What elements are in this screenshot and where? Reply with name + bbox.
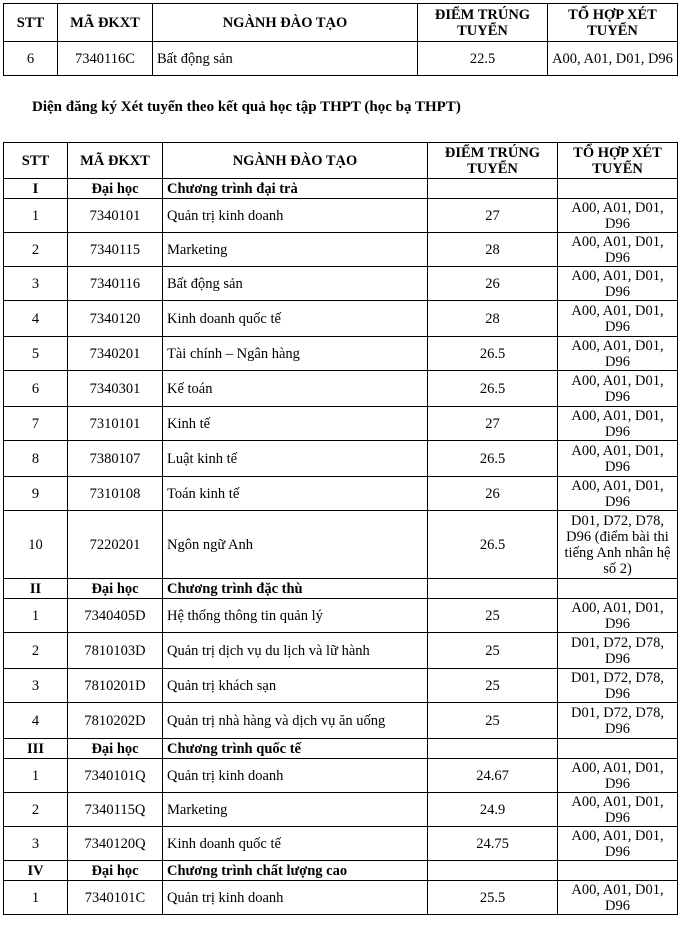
- cell-major: Kinh doanh quốc tế: [163, 301, 428, 337]
- cell-stt: 2: [4, 633, 68, 669]
- cell-score: 24.75: [428, 827, 558, 861]
- cell-combo: A00, A01, D01, D96: [548, 42, 678, 76]
- table-row: [4, 371, 678, 407]
- cell-major: Toán kinh tế: [163, 477, 428, 511]
- table-row: [4, 599, 678, 633]
- cell-code: 7810201D: [68, 669, 163, 703]
- cell-score: 24.67: [428, 759, 558, 793]
- section-row: [4, 579, 678, 599]
- cell-score: 26.5: [428, 511, 558, 579]
- cell-major: Marketing: [163, 233, 428, 267]
- cell-score: 25.5: [428, 881, 558, 915]
- section-number: I: [4, 179, 68, 199]
- cell-code: 7220201: [68, 511, 163, 579]
- cell-code: 7310101: [68, 407, 163, 441]
- header-score: ĐIỂM TRÚNG TUYỂN: [428, 143, 558, 179]
- header-combo: TỔ HỢP XÉT TUYỂN: [548, 4, 678, 42]
- empty-cell: [428, 179, 558, 199]
- header-stt: STT: [4, 143, 68, 179]
- section-row: [4, 739, 678, 759]
- table-row: [4, 407, 678, 441]
- cell-score: 25: [428, 669, 558, 703]
- cell-score: 25: [428, 599, 558, 633]
- cell-score: 25: [428, 633, 558, 669]
- cell-major: Kinh tế: [163, 407, 428, 441]
- table-row: [4, 827, 678, 861]
- cell-code: 7340115Q: [68, 793, 163, 827]
- cell-major: Quản trị kinh doanh: [163, 759, 428, 793]
- cell-major: Quản trị nhà hàng và dịch vụ ăn uống: [163, 703, 428, 739]
- cell-stt: 1: [4, 759, 68, 793]
- table-row: [4, 759, 678, 793]
- cell-stt: 7: [4, 407, 68, 441]
- section-level: Đại học: [68, 179, 163, 199]
- cell-combo: A00, A01, D01, D96: [558, 199, 678, 233]
- header-code: MÃ ĐKXT: [68, 143, 163, 179]
- cell-code: 7340101Q: [68, 759, 163, 793]
- cell-code: 7810103D: [68, 633, 163, 669]
- section-level: Đại học: [68, 579, 163, 599]
- table-row: [4, 511, 678, 579]
- cell-score: 26.5: [428, 337, 558, 371]
- admission-table-hocba: [3, 142, 678, 915]
- cell-combo: A00, A01, D01, D96: [558, 759, 678, 793]
- cell-score: 26.5: [428, 441, 558, 477]
- cell-stt: 9: [4, 477, 68, 511]
- section-program: Chương trình đặc thù: [163, 579, 428, 599]
- cell-major: Tài chính – Ngân hàng: [163, 337, 428, 371]
- cell-stt: 1: [4, 199, 68, 233]
- cell-combo: A00, A01, D01, D96: [558, 827, 678, 861]
- cell-stt: 5: [4, 337, 68, 371]
- empty-cell: [428, 579, 558, 599]
- cell-major: Ngôn ngữ Anh: [163, 511, 428, 579]
- cell-score: 28: [428, 233, 558, 267]
- cell-combo: A00, A01, D01, D96: [558, 599, 678, 633]
- cell-stt: 1: [4, 599, 68, 633]
- header-code: MÃ ĐKXT: [58, 4, 153, 42]
- table-row: [4, 477, 678, 511]
- cell-combo: A00, A01, D01, D96: [558, 337, 678, 371]
- section-program: Chương trình chất lượng cao: [163, 861, 428, 881]
- cell-score: 24.9: [428, 793, 558, 827]
- header-row: [4, 143, 678, 179]
- cell-combo: A00, A01, D01, D96: [558, 233, 678, 267]
- section-caption: Diện đăng ký Xét tuyển theo kết quả học tập THPT (học bạ THPT): [32, 99, 461, 115]
- cell-stt: 4: [4, 703, 68, 739]
- cell-score: 25: [428, 703, 558, 739]
- cell-combo: D01, D72, D78, D96: [558, 633, 678, 669]
- cell-code: 7340405D: [68, 599, 163, 633]
- cell-code: 7340116C: [58, 42, 153, 76]
- cell-combo: A00, A01, D01, D96: [558, 407, 678, 441]
- cell-combo: D01, D72, D78, D96: [558, 669, 678, 703]
- cell-stt: 2: [4, 233, 68, 267]
- header-major: NGÀNH ĐÀO TẠO: [163, 143, 428, 179]
- empty-cell: [558, 739, 678, 759]
- cell-code: 7310108: [68, 477, 163, 511]
- cell-score: 28: [428, 301, 558, 337]
- cell-stt: 4: [4, 301, 68, 337]
- cell-score: 22.5: [418, 42, 548, 76]
- empty-cell: [428, 861, 558, 881]
- cell-stt: 6: [4, 371, 68, 407]
- cell-combo: A00, A01, D01, D96: [558, 793, 678, 827]
- cell-major: Hệ thống thông tin quản lý: [163, 599, 428, 633]
- cell-code: 7340120: [68, 301, 163, 337]
- header-combo: TỔ HỢP XÉT TUYỂN: [558, 143, 678, 179]
- cell-major: Luật kinh tế: [163, 441, 428, 477]
- header-row: [4, 4, 678, 42]
- section-program: Chương trình quốc tế: [163, 739, 428, 759]
- cell-stt: 3: [4, 267, 68, 301]
- cell-code: 7340120Q: [68, 827, 163, 861]
- cell-combo: A00, A01, D01, D96: [558, 477, 678, 511]
- section-program: Chương trình đại trà: [163, 179, 428, 199]
- section-number: IV: [4, 861, 68, 881]
- cell-major: Kế toán: [163, 371, 428, 407]
- cell-score: 26: [428, 267, 558, 301]
- cell-stt: 8: [4, 441, 68, 477]
- cell-major: Marketing: [163, 793, 428, 827]
- cell-code: 7340101: [68, 199, 163, 233]
- header-major: NGÀNH ĐÀO TẠO: [153, 4, 418, 42]
- section-number: III: [4, 739, 68, 759]
- admission-table-top: [3, 3, 678, 76]
- cell-stt: 10: [4, 511, 68, 579]
- cell-combo: A00, A01, D01, D96: [558, 267, 678, 301]
- cell-code: 7810202D: [68, 703, 163, 739]
- cell-combo: A00, A01, D01, D96: [558, 881, 678, 915]
- table-row: [4, 337, 678, 371]
- header-score: ĐIỂM TRÚNG TUYỂN: [418, 4, 548, 42]
- section-row: [4, 179, 678, 199]
- table-row: [4, 267, 678, 301]
- empty-cell: [558, 861, 678, 881]
- cell-combo: D01, D72, D78, D96: [558, 703, 678, 739]
- cell-score: 26.5: [428, 371, 558, 407]
- empty-cell: [558, 579, 678, 599]
- section-level: Đại học: [68, 739, 163, 759]
- cell-code: 7340115: [68, 233, 163, 267]
- cell-combo: A00, A01, D01, D96: [558, 371, 678, 407]
- cell-code: 7340101C: [68, 881, 163, 915]
- table-row: [4, 633, 678, 669]
- cell-major: Kinh doanh quốc tế: [163, 827, 428, 861]
- cell-score: 26: [428, 477, 558, 511]
- section-row: [4, 861, 678, 881]
- cell-combo: A00, A01, D01, D96: [558, 301, 678, 337]
- cell-major: Bất động sản: [153, 42, 418, 76]
- cell-stt: 3: [4, 669, 68, 703]
- table-row: [4, 793, 678, 827]
- cell-major: Quản trị kinh doanh: [163, 881, 428, 915]
- table-row: [4, 199, 678, 233]
- cell-stt: 1: [4, 881, 68, 915]
- table-row: [4, 42, 678, 76]
- cell-stt: 3: [4, 827, 68, 861]
- table-row: [4, 233, 678, 267]
- cell-code: 7380107: [68, 441, 163, 477]
- table-row: [4, 669, 678, 703]
- table-row: [4, 703, 678, 739]
- cell-major: Quản trị dịch vụ du lịch và lữ hành: [163, 633, 428, 669]
- section-number: II: [4, 579, 68, 599]
- cell-score: 27: [428, 407, 558, 441]
- empty-cell: [558, 179, 678, 199]
- cell-combo: A00, A01, D01, D96: [558, 441, 678, 477]
- cell-stt: 2: [4, 793, 68, 827]
- cell-combo: D01, D72, D78, D96 (điểm bài thi tiếng Anh nhân hệ số 2): [558, 511, 678, 579]
- table-row: [4, 301, 678, 337]
- cell-code: 7340301: [68, 371, 163, 407]
- cell-stt: 6: [4, 42, 58, 76]
- cell-code: 7340201: [68, 337, 163, 371]
- table-row: [4, 441, 678, 477]
- empty-cell: [428, 739, 558, 759]
- cell-code: 7340116: [68, 267, 163, 301]
- cell-major: Quản trị kinh doanh: [163, 199, 428, 233]
- table-row: [4, 881, 678, 915]
- section-level: Đại học: [68, 861, 163, 881]
- header-stt: STT: [4, 4, 58, 42]
- cell-major: Quản trị khách sạn: [163, 669, 428, 703]
- cell-score: 27: [428, 199, 558, 233]
- cell-major: Bất động sản: [163, 267, 428, 301]
